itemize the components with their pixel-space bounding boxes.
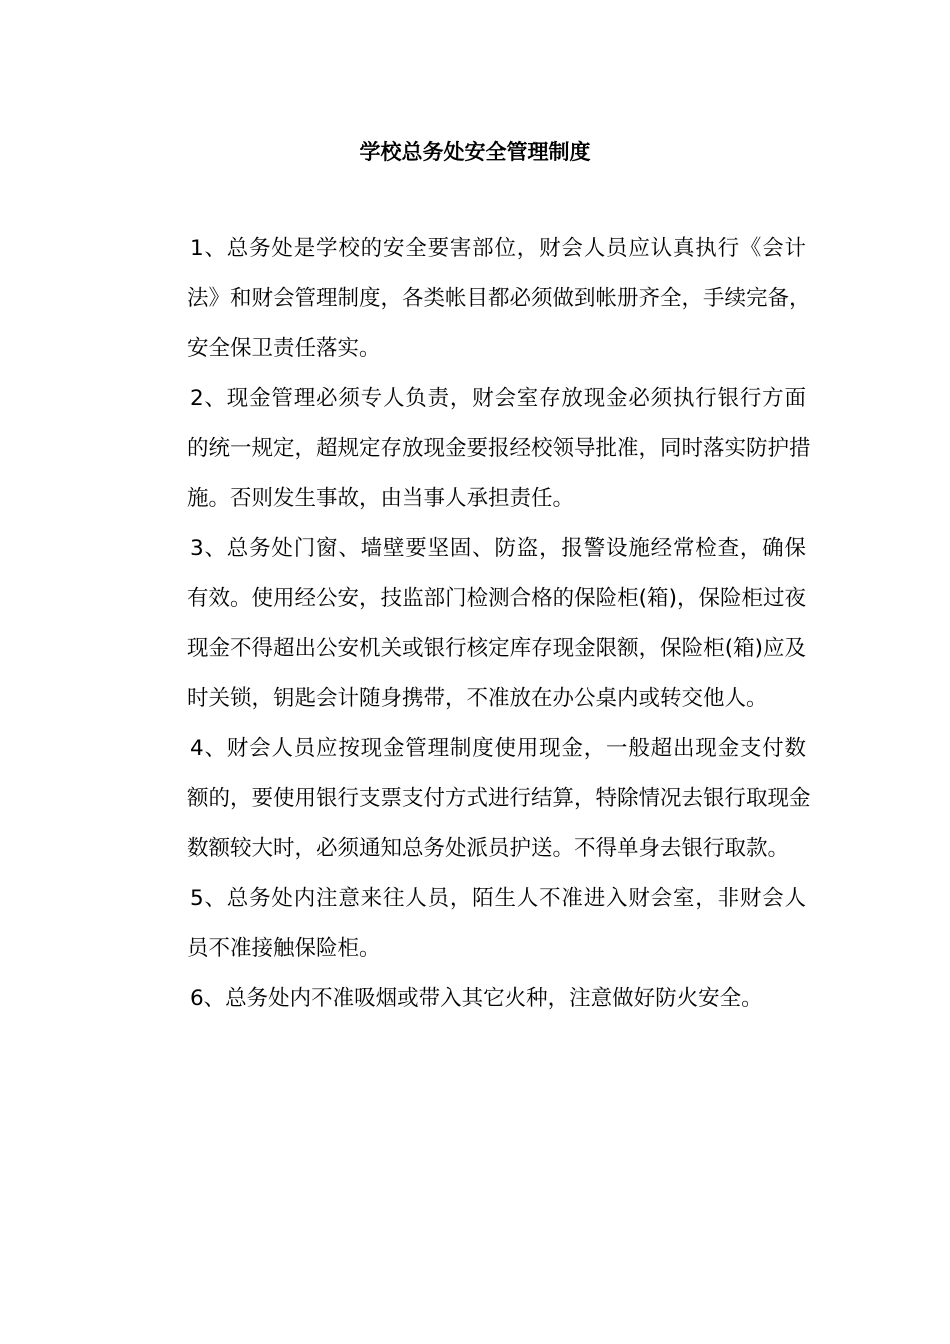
- paragraph-line: 额的，要使用银行支票支付方式进行结算，特除情况去银行取现金: [187, 786, 811, 811]
- paragraph-line: 施。否则发生事故，由当事人承担责任。: [187, 486, 575, 511]
- paragraph-3: [144, 524, 806, 724]
- paragraph-line: 6、总务处内不准吸烟或带入其它火种，注意做好防火安全。: [190, 986, 763, 1011]
- paragraph-line: 现金不得超出公安机关或银行核定库存现金限额，保险柜(箱)应及: [187, 636, 806, 661]
- paragraph-line: 安全保卫责任落实。: [187, 336, 381, 361]
- paragraph-line: 4、财会人员应按现金管理制度使用现金，一般超出现金支付数: [190, 736, 806, 761]
- paragraph-line: 3、总务处门窗、墙壁要坚固、防盗，报警设施经常检查，确保: [190, 536, 806, 561]
- paragraph-line: 1、总务处是学校的安全要害部位，财会人员应认真执行《会计: [190, 236, 806, 261]
- document-title: 学校总务处安全管理制度: [359, 140, 591, 164]
- paragraph-5: [144, 874, 806, 974]
- paragraph-line: 有效。使用经公安，技监部门检测合格的保险柜(箱)，保险柜过夜: [187, 586, 806, 611]
- paragraph-2: [144, 374, 811, 524]
- paragraph-1: [144, 224, 811, 374]
- paragraph-line: 时关锁，钥匙会计随身携带，不准放在办公桌内或转交他人。: [187, 686, 768, 711]
- paragraph-line: 的统一规定，超规定存放现金要报经校领导批准，同时落实防护措: [187, 436, 811, 461]
- paragraph-6: [144, 974, 806, 1024]
- paragraph-line: 法》和财会管理制度，各类帐目都必须做到帐册齐全，手续完备，: [187, 286, 811, 311]
- paragraph-4: [144, 724, 811, 874]
- document-body: [144, 224, 811, 1024]
- paragraph-line: 2、现金管理必须专人负责，财会室存放现金必须执行银行方面: [190, 386, 806, 411]
- paragraph-line: 员不准接触保险柜。: [187, 936, 381, 961]
- paragraph-line: 数额较大时，必须通知总务处派员护送。不得单身去银行取款。: [187, 836, 790, 861]
- paragraph-line: 5、总务处内注意来往人员，陌生人不准进入财会室，非财会人: [190, 886, 806, 911]
